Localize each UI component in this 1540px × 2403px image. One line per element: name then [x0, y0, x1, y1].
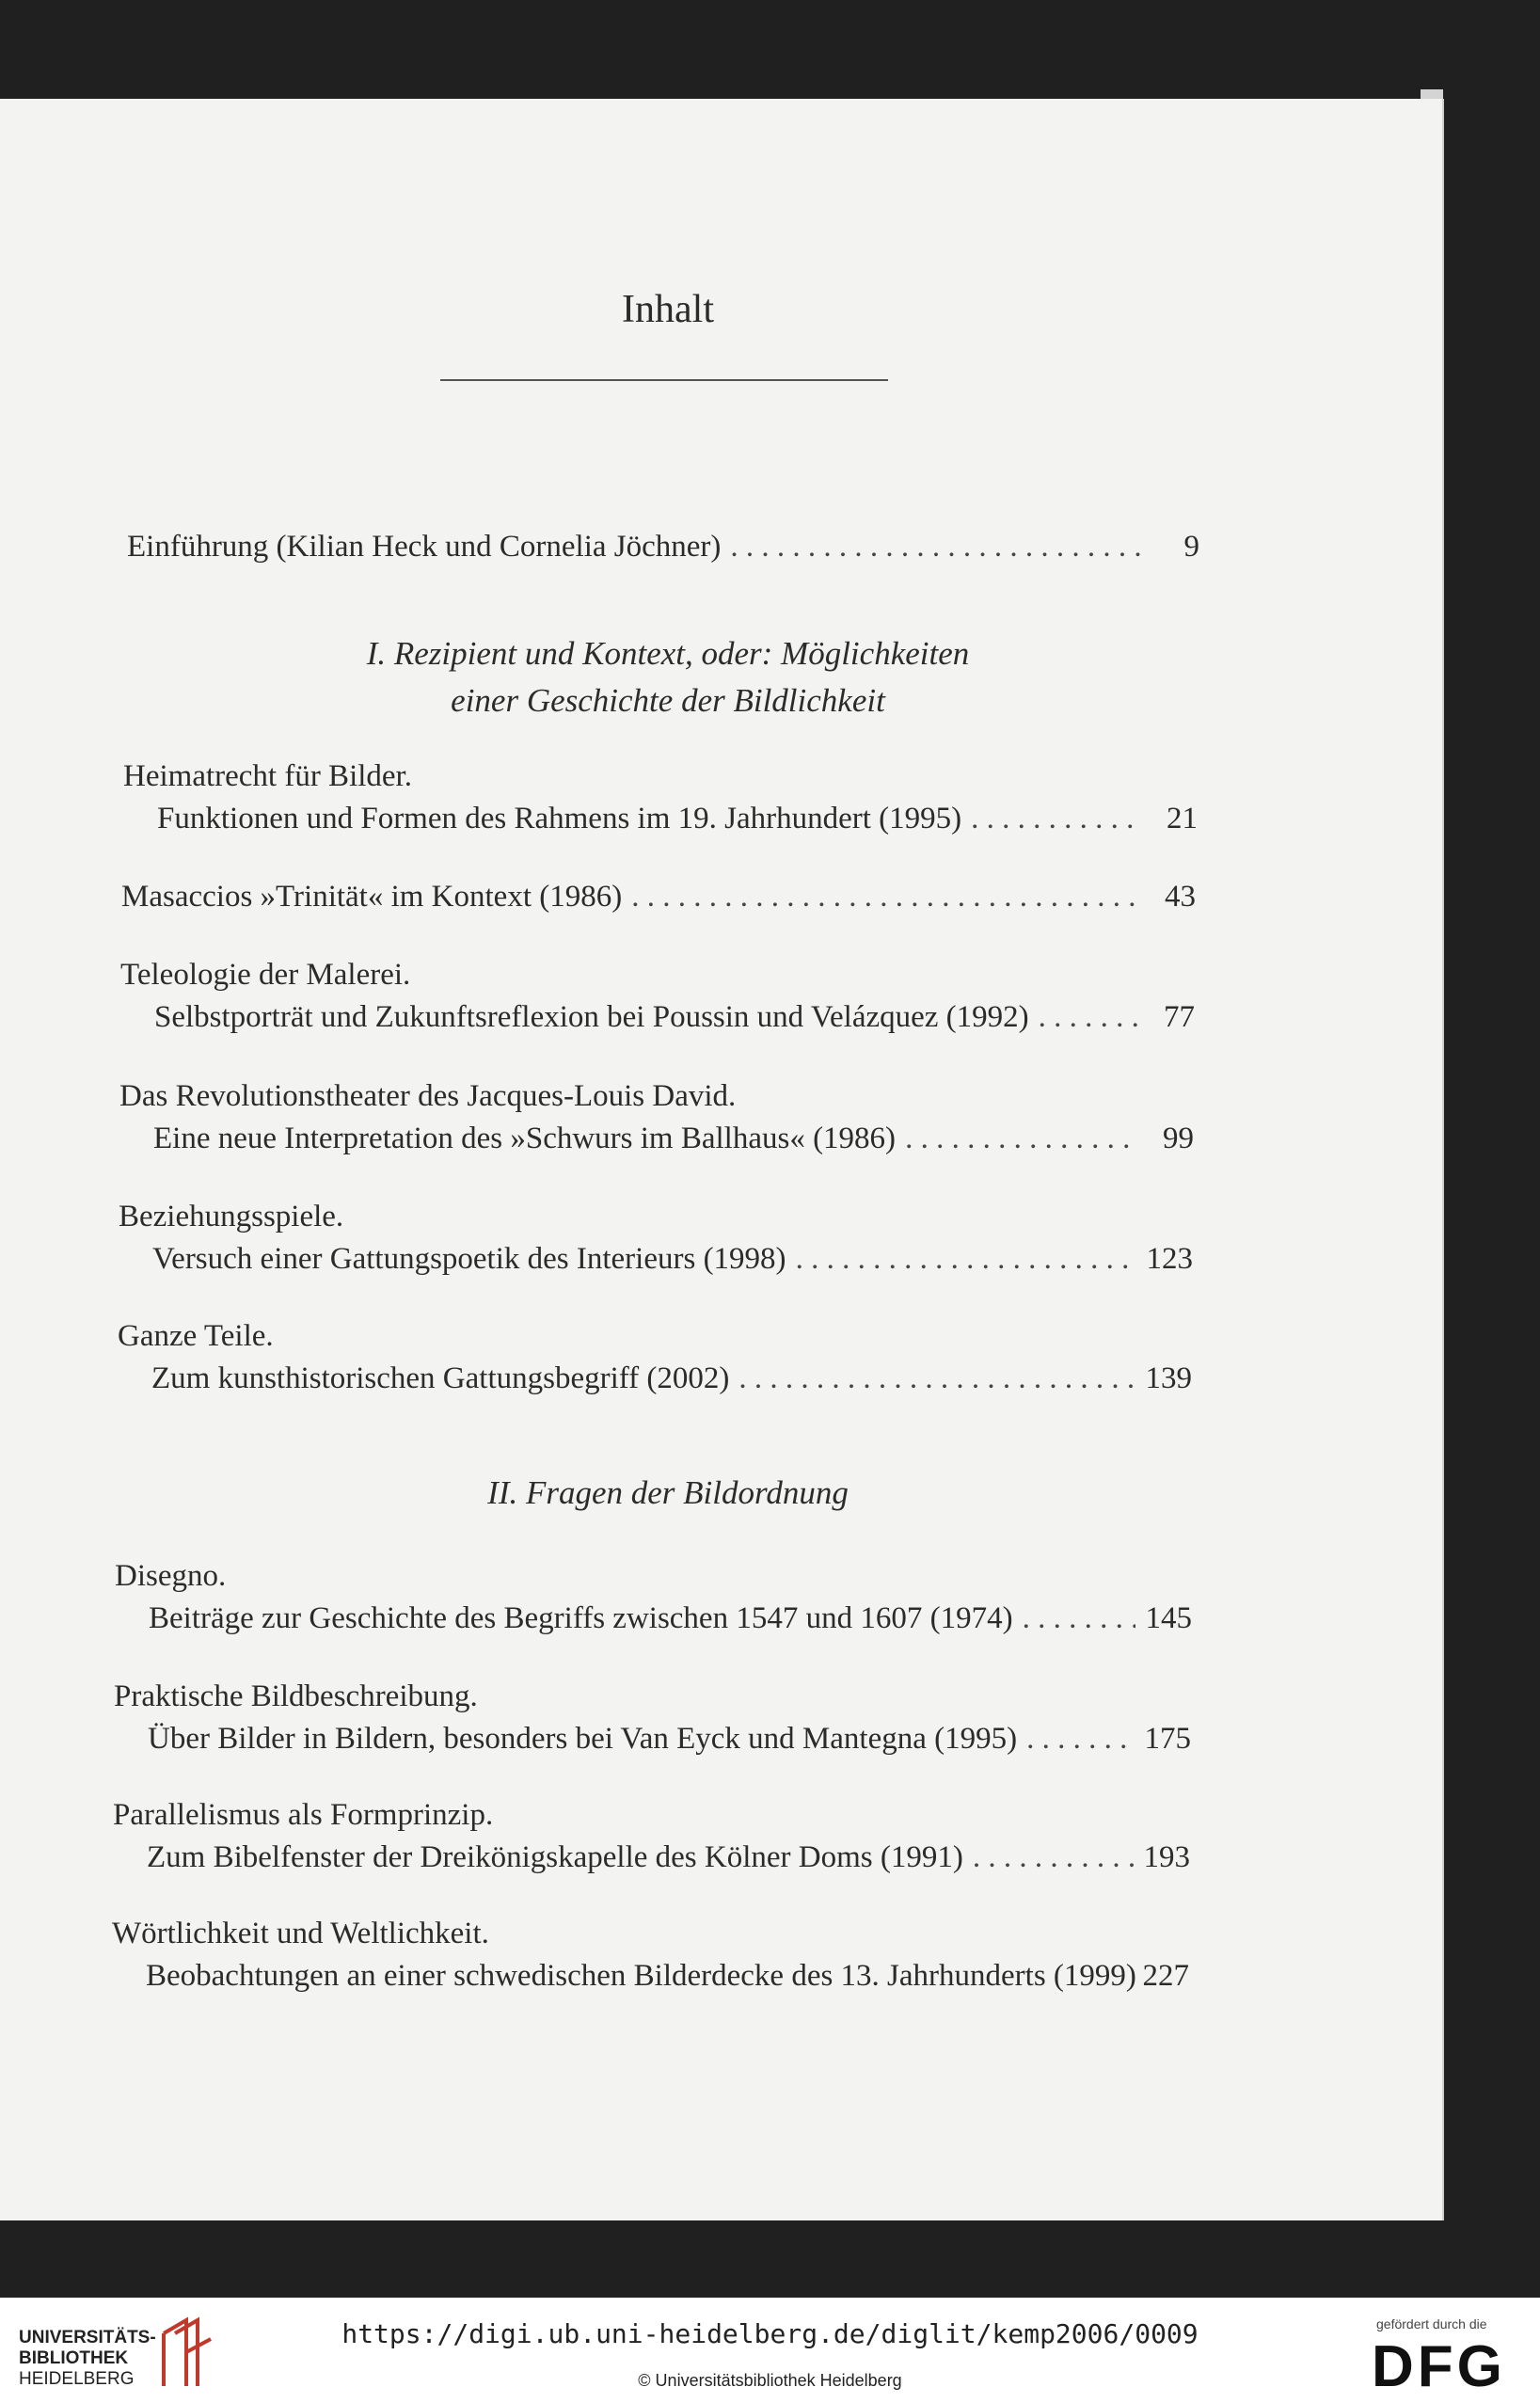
dot-leader — [905, 1122, 1137, 1156]
page-number: 139 — [1145, 1361, 1192, 1395]
toc-entry — [119, 1200, 1193, 1277]
entry-subtitle: Beobachtungen an einer schwedischen Bilderdecke des 13. Jahrhunderts (1999) — [146, 1959, 1136, 1993]
footer-bar — [0, 2298, 1540, 2403]
entry-subtitle: Beiträge zur Geschichte des Begriffs zwischen 1547 und 1607 (1974) — [149, 1601, 1013, 1635]
book-page — [0, 99, 1442, 2220]
dot-leader — [1026, 1722, 1135, 1757]
title-rule — [440, 379, 888, 381]
permalink-url[interactable]: https://digi.ub.uni-heidelberg.de/diglit/kemp2006/0009 — [341, 2318, 1199, 2349]
entry-subtitle: Selbstporträt und Zukunftsreflexion bei Poussin und Velázquez (1992) — [154, 1000, 1029, 1034]
toc-entry — [127, 530, 1199, 565]
page-number: 43 — [1165, 880, 1196, 914]
page-number: 123 — [1146, 1242, 1193, 1276]
page-number: 175 — [1144, 1722, 1191, 1756]
toc-entry — [119, 1079, 1194, 1156]
page-number: 145 — [1145, 1601, 1192, 1635]
entry-subtitle: Versuch einer Gattungspoetik des Interieurs (1998) — [152, 1242, 786, 1276]
dot-leader — [1039, 1000, 1138, 1035]
entry-title: Praktische Bildbeschreibung. — [114, 1679, 478, 1713]
entry-subtitle: Über Bilder in Bildern, besonders bei Van Eyck und Mantegna (1995) — [148, 1722, 1018, 1756]
page-number: 21 — [1167, 802, 1198, 835]
dot-leader — [796, 1242, 1136, 1277]
entry-title: Ganze Teile. — [118, 1319, 274, 1353]
dot-leader — [738, 1361, 1135, 1396]
entry-subtitle: Zum kunsthistorischen Gattungsbegriff (2002) — [151, 1361, 730, 1395]
funding-note: gefördert durch die — [1376, 2316, 1487, 2331]
entry-title: Heimatrecht für Bilder. — [123, 759, 412, 793]
entry-title: Masaccios »Trinität« im Kontext (1986) — [121, 880, 623, 914]
entry-subtitle: Eine neue Interpretation des »Schwurs im Ballhaus« (1986) — [153, 1122, 897, 1155]
dot-leader — [973, 1840, 1134, 1875]
entry-title: Parallelismus als Formprinzip. — [113, 1798, 494, 1832]
toc-title: Inhalt — [622, 288, 714, 331]
entry-subtitle: Funktionen und Formen des Rahmens im 19. Jahrhundert (1995) — [157, 802, 962, 835]
toc-entry — [121, 880, 1196, 915]
section-heading-line1: I. Rezipient und Kontext, oder: Möglichkeiten — [366, 635, 970, 672]
toc-entry — [123, 759, 1198, 836]
entry-title: Beziehungsspiele. — [119, 1200, 344, 1233]
library-name-line2: BIBLIOTHEK — [19, 2348, 129, 2368]
page-number: 77 — [1164, 1000, 1195, 1034]
dot-leader — [631, 880, 1139, 915]
entry-title: Einführung (Kilian Heck und Cornelia Jöchner) — [127, 530, 722, 564]
dot-leader — [730, 530, 1143, 565]
toc-entry — [120, 958, 1195, 1035]
toc-entry — [118, 1319, 1192, 1396]
entry-title: Das Revolutionstheater des Jacques-Louis David. — [119, 1079, 737, 1113]
page-number: 99 — [1163, 1122, 1194, 1155]
page-number: 9 — [1183, 530, 1199, 564]
library-name-line3: HEIDELBERG — [19, 2369, 135, 2389]
section-heading — [0, 630, 1336, 724]
page-number: 193 — [1143, 1840, 1190, 1874]
library-name-line1: UNIVERSITÄTS- — [19, 2328, 156, 2347]
dot-leader — [971, 802, 1141, 836]
page-number: 227 — [1142, 1959, 1189, 1993]
toc-entry — [113, 1798, 1190, 1875]
section-heading: II. Fragen der Bildordnung — [487, 1474, 849, 1511]
toc-entry — [115, 1559, 1192, 1636]
section-heading-line2: einer Geschichte der Bildlichkeit — [451, 682, 885, 719]
dot-leader — [1023, 1601, 1135, 1636]
entry-title: Wörtlichkeit und Weltlichkeit. — [112, 1917, 489, 1950]
entry-title: Disegno. — [115, 1559, 227, 1593]
dfg-logo: DFG — [1372, 2334, 1506, 2399]
entry-title: Teleologie der Malerei. — [120, 958, 411, 992]
toc-entry — [114, 1679, 1191, 1757]
toc-entry — [112, 1917, 1189, 1994]
entry-subtitle: Zum Bibelfenster der Dreikönigskapelle des Kölner Doms (1991) — [147, 1840, 963, 1874]
copyright-notice: © Universitätsbibliothek Heidelberg — [638, 2371, 902, 2390]
